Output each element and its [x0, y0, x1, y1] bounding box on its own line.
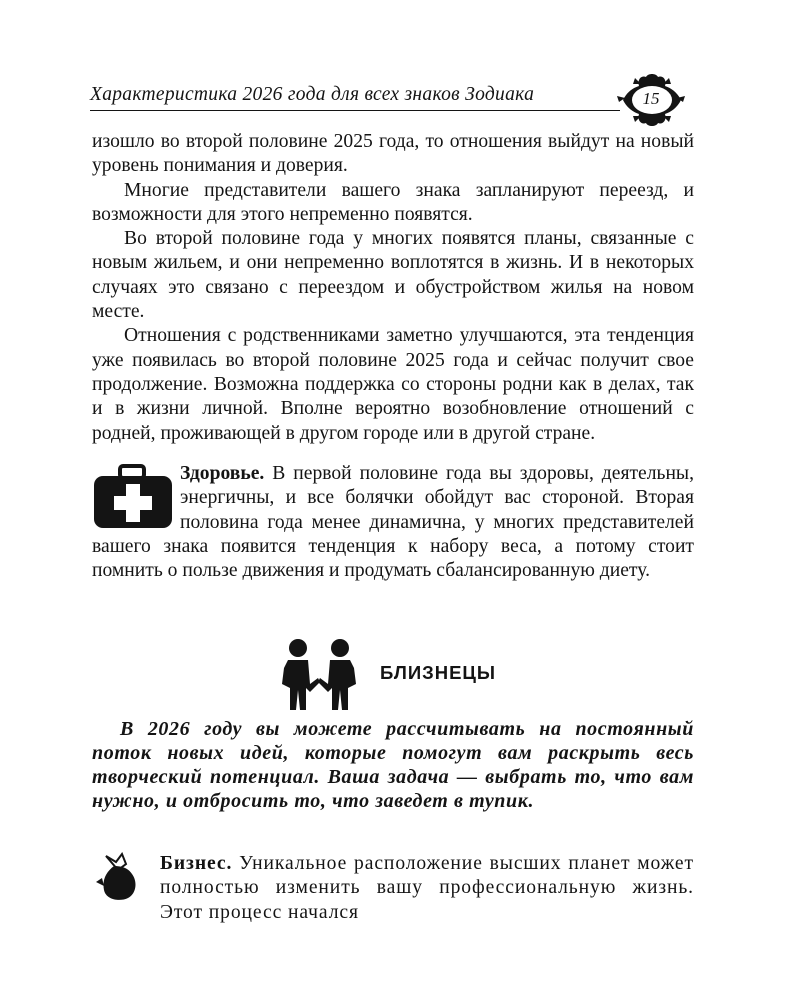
- business-text: Уникальное расположение высших планет может полностью изменить вашу профессиональную жизнь. Этот процесс начался: [160, 853, 694, 923]
- running-header: Характеристика 2026 года для всех знаков Зодиака: [90, 84, 535, 105]
- moneybag-icon: [92, 852, 160, 904]
- health-title: Здоровье.: [180, 463, 265, 484]
- gemini-twins-icon: [270, 638, 368, 714]
- business-paragraph: [92, 852, 694, 925]
- health-section: [92, 462, 694, 583]
- business-title: Бизнес.: [160, 853, 233, 874]
- paragraph: Многие представители вашего знака запланируют переезд, и возможности для этого непременно появятся.: [92, 179, 694, 225]
- health-text: В первой половине года вы здоровы, деятельны, энергичны, и все болячки обойдут вас стороной. Вторая половина года менее динамична, у многих представителей вашего знака появится тенденция к набору веса, а потому стоит помнить о пользе движения и продумать сбалансированную диету.: [92, 463, 694, 582]
- sign-title: БЛИЗНЕЦЫ: [380, 662, 497, 683]
- paragraph: изошло во второй половине 2025 года, то отношения выйдут на новый уровень понимания и доверия.: [92, 131, 694, 177]
- page-number: 15: [642, 89, 660, 108]
- health-paragraph: [92, 462, 694, 583]
- header-rule: [90, 110, 620, 111]
- paragraph: Во второй половине года у многих появятся планы, связанные с новым жильем, и они непременно воплотятся в жизнь. И в некоторых случаях это связано с переездом и обустройством жилья на новом месте.: [92, 228, 694, 323]
- paragraph: Отношения с родственниками заметно улучшаются, эта тенденция уже появилась во второй половине 2025 года и сейчас получит свое продолжение. Возможна поддержка со стороны родни как в делах, так и в жизни личной. Вполне вероятно возобновление отношений с родней, проживающей в другом городе или в другой стране.: [92, 325, 694, 444]
- first-aid-kit-icon: [92, 462, 180, 534]
- business-section: [92, 852, 694, 925]
- sign-intro: В 2026 году вы можете рассчитывать на постоянный поток новых идей, которые помогут вам раскрыть весь творческий потенциал. Ваша задача — выбрать то, что вам нужно, и отбросить то, что заведет в тупик.: [92, 718, 694, 812]
- main-text: [92, 130, 694, 446]
